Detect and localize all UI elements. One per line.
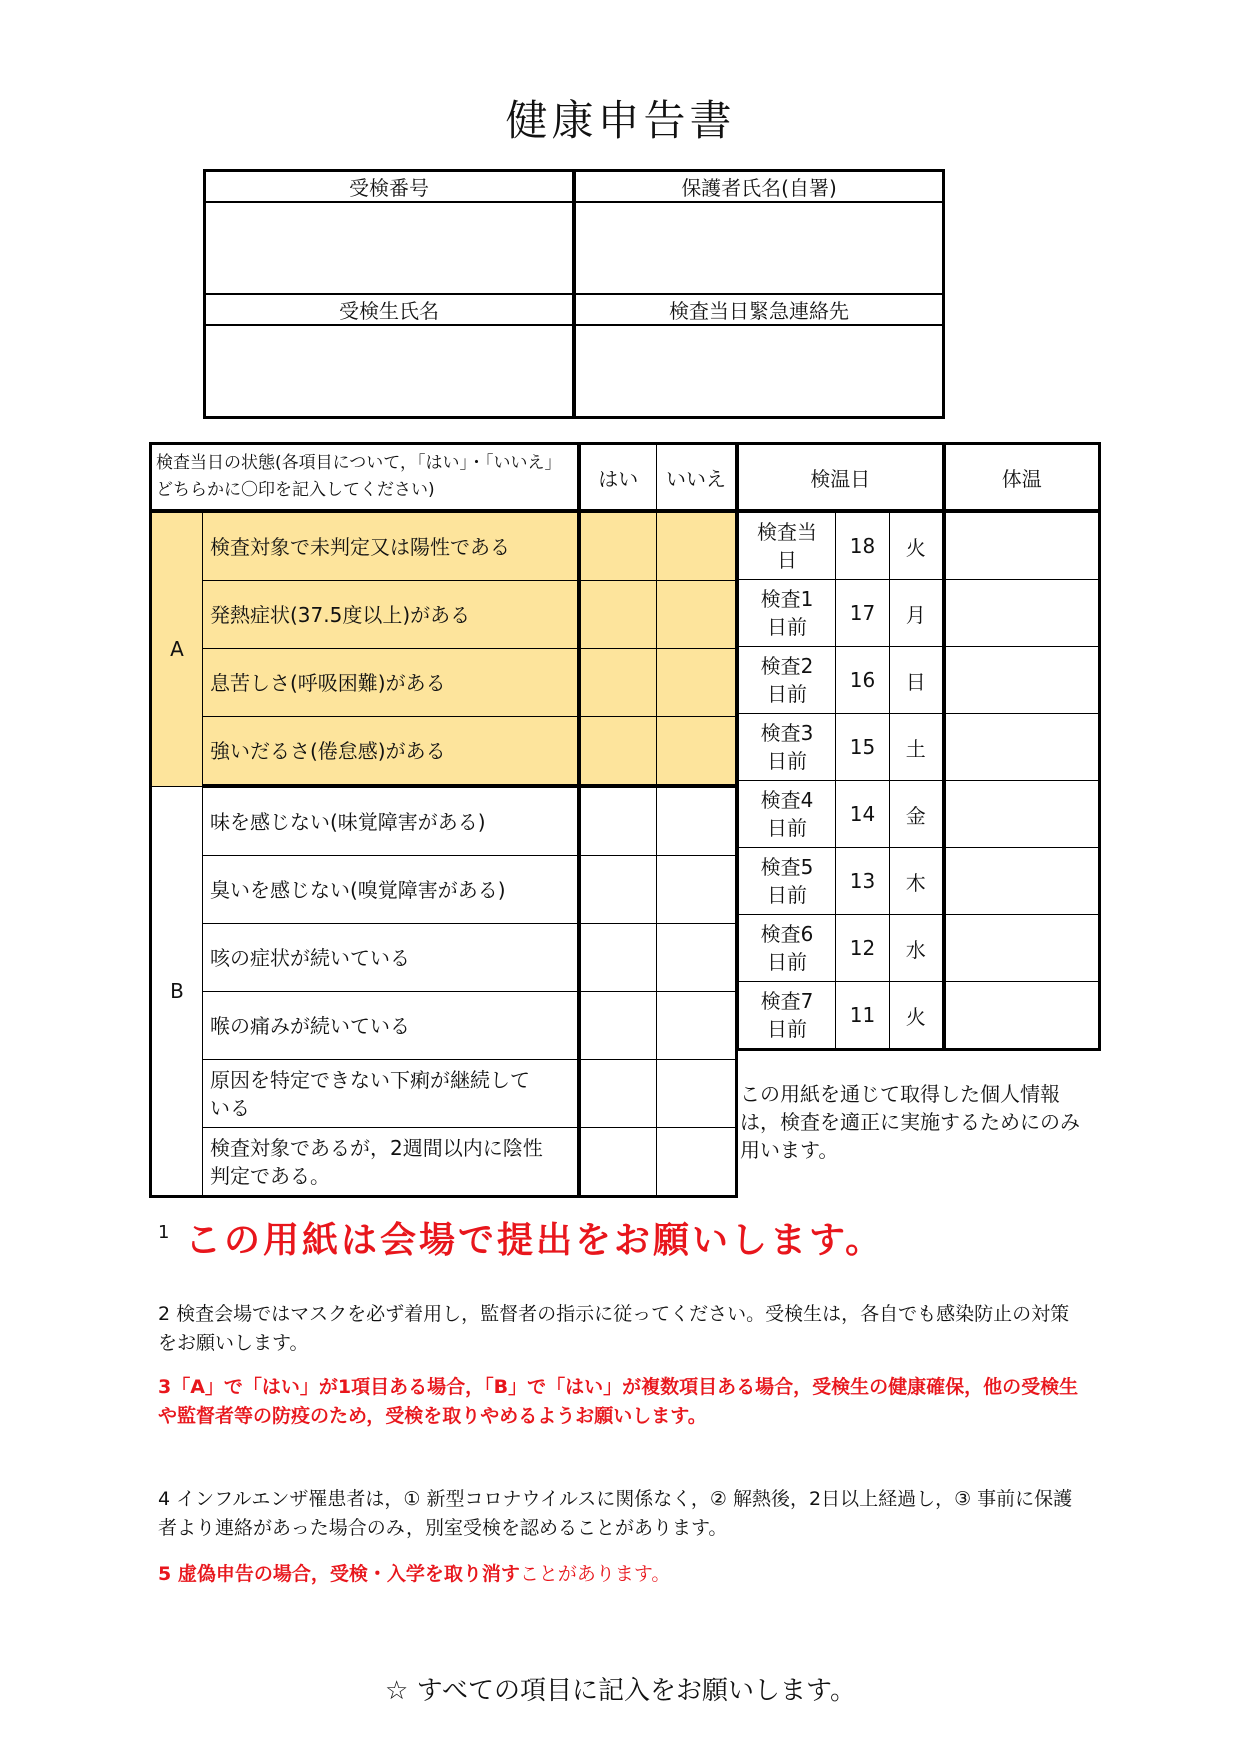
yes-header: はい — [579, 444, 657, 512]
item-a1: 検査対象で未判定又は陽性である — [203, 511, 579, 581]
item-b6-no-cell[interactable] — [657, 1128, 737, 1197]
item-a1-yes-cell[interactable] — [579, 511, 657, 581]
temperature-field[interactable] — [944, 781, 1100, 848]
weekday: 水 — [890, 915, 944, 982]
group-b-label: B — [151, 786, 203, 1197]
day-number: 18 — [836, 511, 890, 580]
item-b2-no-cell[interactable] — [657, 856, 737, 924]
note-5-rest: ことがあります。 — [519, 1563, 671, 1585]
item-b4-no-cell[interactable] — [657, 992, 737, 1060]
day-number: 13 — [836, 848, 890, 915]
note-5 — [158, 1560, 1088, 1589]
item-b2: 臭いを感じない(嗅覚障害がある) — [203, 856, 579, 924]
temperature-header: 体温 — [944, 444, 1100, 512]
note-5-bold: 5 虚偽申告の場合，受検・入学を取り消す — [158, 1563, 520, 1585]
day-label: 検査1日前 — [738, 580, 836, 647]
note-2: 2 検査会場ではマスクを必ず着用し，監督者の指示に従ってください。受検生は，各自でも感染防止の対策をお願いします。 — [158, 1303, 1070, 1354]
day-number: 12 — [836, 915, 890, 982]
temperature-field[interactable] — [944, 647, 1100, 714]
item-a4: 強いだるさ(倦怠感)がある — [203, 717, 579, 787]
temperature-field[interactable] — [944, 848, 1100, 915]
examinee-name-field[interactable] — [205, 325, 575, 418]
temperature-field[interactable] — [944, 714, 1100, 781]
item-a4-yes-cell[interactable] — [579, 717, 657, 787]
no-header: いいえ — [657, 444, 737, 512]
question-header: 検査当日の状態(各項目について，「はい」・「いいえ」どちらかに〇印を記入してください) — [151, 444, 579, 512]
emergency-contact-label: 検査当日緊急連絡先 — [574, 294, 944, 325]
item-b2-yes-cell[interactable] — [579, 856, 657, 924]
item-b4-yes-cell[interactable] — [579, 992, 657, 1060]
item-b5: 原因を特定できない下痢が継続している — [203, 1060, 579, 1128]
exam-number-label: 受検番号 — [205, 171, 575, 203]
document-title: 健康申告書 — [505, 96, 736, 145]
group-a-label: A — [151, 511, 203, 786]
examinee-name-label: 受検生氏名 — [205, 294, 575, 325]
item-a4-no-cell[interactable] — [657, 717, 737, 787]
item-b1-no-cell[interactable] — [657, 786, 737, 856]
weekday: 月 — [890, 580, 944, 647]
health-check-table — [149, 442, 738, 1198]
guardian-name-field[interactable] — [574, 202, 944, 294]
day-number: 16 — [836, 647, 890, 714]
day-label: 検査5日前 — [738, 848, 836, 915]
day-label: 検査6日前 — [738, 915, 836, 982]
day-number: 11 — [836, 982, 890, 1050]
item-a1-no-cell[interactable] — [657, 511, 737, 581]
privacy-note: この用紙を通じて取得した個人情報は，検査を適正に実施するためにのみ用います。 — [740, 1082, 1080, 1162]
temperature-field[interactable] — [944, 915, 1100, 982]
item-a3-no-cell[interactable] — [657, 649, 737, 717]
item-b5-yes-cell[interactable] — [579, 1060, 657, 1128]
temperature-field[interactable] — [944, 982, 1100, 1050]
guardian-name-label: 保護者氏名(自署) — [574, 171, 944, 203]
item-a2-no-cell[interactable] — [657, 581, 737, 649]
item-a3-yes-cell[interactable] — [579, 649, 657, 717]
weekday: 土 — [890, 714, 944, 781]
exam-number-field[interactable] — [205, 202, 575, 294]
day-number: 15 — [836, 714, 890, 781]
submission-notice: この用紙は会場で提出をお願いします。 — [185, 1220, 885, 1261]
date-header: 検温日 — [738, 444, 944, 512]
item-b6: 検査対象であるが，2週間以内に陰性判定である。 — [203, 1128, 579, 1197]
temperature-field[interactable] — [944, 580, 1100, 647]
day-label: 検査4日前 — [738, 781, 836, 848]
weekday: 金 — [890, 781, 944, 848]
note-1-number: 1 — [158, 1222, 170, 1243]
weekday: 木 — [890, 848, 944, 915]
note-3: 3「A」で「はい」が1項目ある場合，「B」で「はい」が複数項目ある場合，受検生の健康確保，他の受検生や監督者等の防疫のため，受検を取りやめるようお願いします。 — [158, 1376, 1079, 1427]
item-b3-no-cell[interactable] — [657, 924, 737, 992]
item-b1-yes-cell[interactable] — [579, 786, 657, 856]
day-number: 14 — [836, 781, 890, 848]
weekday: 日 — [890, 647, 944, 714]
item-a2-yes-cell[interactable] — [579, 581, 657, 649]
day-label: 検査2日前 — [738, 647, 836, 714]
note-4: 4 インフルエンザ罹患者は，① 新型コロナウイルスに関係なく，② 解熱後，2日以上経過し，③ 事前に保護者より連絡があった場合のみ，別室受検を認めることがあります。 — [158, 1488, 1073, 1539]
emergency-contact-field[interactable] — [574, 325, 944, 418]
day-label: 検査当日 — [738, 511, 836, 580]
item-b3-yes-cell[interactable] — [579, 924, 657, 992]
item-b6-yes-cell[interactable] — [579, 1128, 657, 1197]
temperature-table — [736, 442, 1101, 1051]
item-a2: 発熱症状(37.5度以上)がある — [203, 581, 579, 649]
item-a3: 息苦しさ(呼吸困難)がある — [203, 649, 579, 717]
day-label: 検査3日前 — [738, 714, 836, 781]
item-b3: 咳の症状が続いている — [203, 924, 579, 992]
weekday: 火 — [890, 982, 944, 1050]
item-b5-no-cell[interactable] — [657, 1060, 737, 1128]
day-label: 検査7日前 — [738, 982, 836, 1050]
item-b1: 味を感じない(味覚障害がある) — [203, 786, 579, 856]
footer-instruction: ☆ すべての項目に記入をお願いします。 — [385, 1676, 856, 1706]
item-b4: 喉の痛みが続いている — [203, 992, 579, 1060]
applicant-info-table — [203, 169, 945, 419]
weekday: 火 — [890, 511, 944, 580]
day-number: 17 — [836, 580, 890, 647]
temperature-field[interactable] — [944, 511, 1100, 580]
